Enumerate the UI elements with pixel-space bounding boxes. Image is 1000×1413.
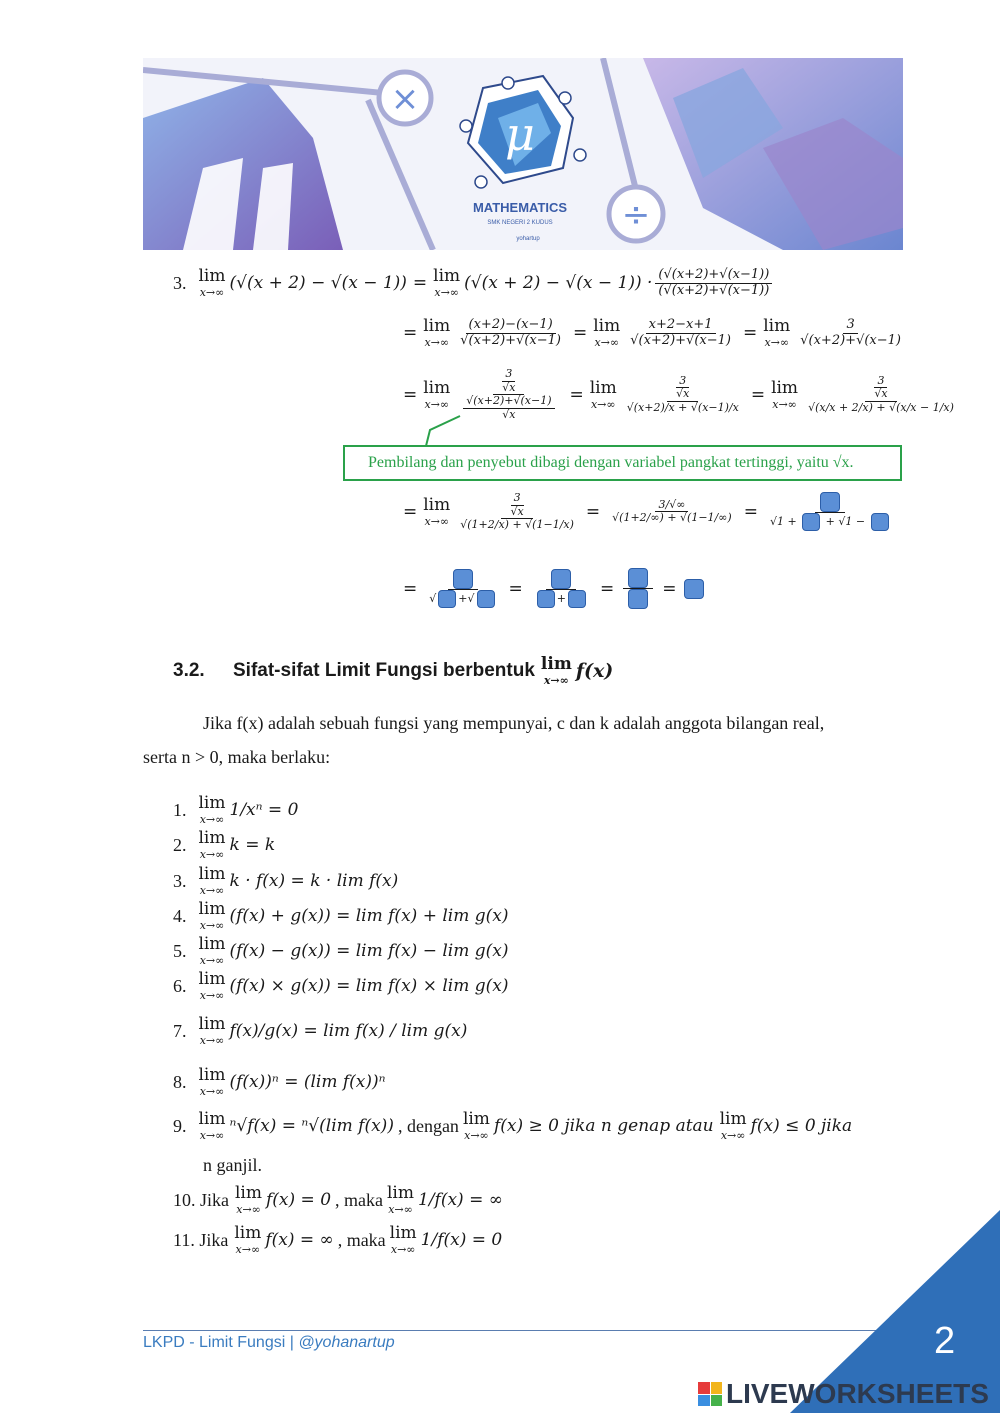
answer-box[interactable] — [551, 569, 571, 589]
conjugate-fraction: $\frac{(√(x+2)+√(x-1))}{(√(x+2)+√(x-1))}$ — [655, 268, 772, 299]
answer-box[interactable] — [628, 568, 648, 588]
answer-fraction-1: √1 + + √1 − — [767, 492, 894, 531]
property-9: 9. lim x→∞ ⁿ√f(x) = ⁿ√(lim f(x)) , dengan lim x→∞ f(x) ≥ 0 jika n genap atau lim x→∞ f(x) ≤ 0 jika — [173, 1109, 853, 1142]
answer-box[interactable] — [802, 513, 820, 531]
answer-box[interactable] — [477, 590, 495, 608]
example-line-2: = lim x→∞ $\frac{(x+2)-(x-1)}{√(x+2)+√(x-1)}$ = lim x→∞ $\frac{x+2-x+1}{√(x+2)+√(x-1)}$ = lim x→∞ $\frac{3}{√(x+2)+√(x-1)}$ — [403, 316, 901, 350]
answer-fraction-3: + — [532, 569, 591, 608]
property-3: 3. lim x→∞ k · f(x) = k · lim f(x) — [173, 864, 399, 897]
callout-connector — [424, 414, 464, 448]
property-6: 6. lim x→∞ (f(x) × g(x)) = lim f(x) × lim g(x) — [173, 969, 509, 1002]
footer-handle: @yohanartup — [298, 1334, 395, 1351]
callout-text: Pembilang dan penyebut dibagi dengan variabel pangkat tertinggi, yaitu √x. — [368, 454, 854, 471]
divide-icon: ÷ — [621, 195, 651, 235]
section-number: 3.2. — [173, 660, 205, 681]
logo-subtitle: SMK NEGERI 2 KUDUS — [487, 220, 553, 226]
answer-fraction-4 — [623, 568, 653, 609]
footer-divider — [143, 1330, 903, 1331]
times-icon: × — [390, 79, 420, 119]
example-number: 3. — [173, 272, 187, 293]
callout-note — [343, 445, 902, 481]
property-4: 4. lim x→∞ (f(x) + g(x)) = lim f(x) + lim g(x) — [173, 899, 509, 932]
answer-box[interactable] — [628, 589, 648, 609]
section-title-math: f(x) — [575, 660, 614, 682]
page-number: 2 — [934, 1320, 956, 1362]
property-9-cont: n ganjil. — [203, 1155, 262, 1175]
section-heading: 3.2. Sifat-sifat Limit Fungsi berbentuk lim x→∞ f(x) — [173, 654, 614, 687]
property-7: 7. lim x→∞ f(x)/g(x) = lim f(x) / lim g(x) — [173, 1014, 468, 1047]
answer-box[interactable] — [453, 569, 473, 589]
property-11: 11. Jika lim x→∞ f(x) = ∞ , maka lim x→∞ 1/f(x) = 0 — [173, 1223, 503, 1256]
example-line-5: = √ +√ = + = = — [403, 568, 706, 609]
liveworksheets-icon — [698, 1382, 722, 1406]
answer-fraction-2: √ +√ — [426, 569, 499, 608]
answer-box[interactable] — [871, 513, 889, 531]
answer-box[interactable] — [820, 492, 840, 512]
property-2: 2. lim x→∞ k = k — [173, 828, 276, 861]
logo-author: yohartup — [516, 236, 540, 242]
example-line-4: = lim x→∞ $\frac{\frac{3}{√x}}{√(1+2/x) + √(1-1/x)}$ = $\frac{3/√\infty}{√(1+2/\infty) + √(1-1/\infty)}$ = √1 + + √1 − — [403, 492, 897, 532]
answer-box[interactable] — [684, 579, 704, 599]
property-1: 1. lim x→∞ 1/xⁿ = 0 — [173, 793, 299, 826]
answer-box[interactable] — [568, 590, 586, 608]
example-line-3: = lim x→∞ $\frac{\frac{3}{√x}}{\frac{√(x+2)+√(x-1)}{√x}}$ = lim x→∞ $\frac{\frac{3}{√x}}{√(x+2)/x + √(x-1)/x}$ = lim x→∞ $\frac{\frac{3}{√x}}{√(x/x + 2/x) + √(x/x - 1/x)}$ — [403, 367, 954, 421]
example-lhs: (√(x + 2) − √(x − 1)) — [229, 273, 407, 294]
header-banner — [143, 58, 903, 250]
footer-label: LKPD - Limit Fungsi | @yohanartup — [143, 1334, 395, 1351]
intro-line-2: serta n > 0, maka berlaku: — [143, 747, 331, 767]
section-title: Sifat-sifat Limit Fungsi berbentuk — [233, 660, 535, 681]
mu-symbol: μ — [505, 107, 535, 161]
property-10: 10. Jika lim x→∞ f(x) = 0 , maka lim x→∞ 1/f(x) = ∞ — [173, 1183, 503, 1216]
property-5: 5. lim x→∞ (f(x) − g(x)) = lim f(x) − lim g(x) — [173, 934, 509, 967]
property-8: 8. lim x→∞ (f(x))ⁿ = (lim f(x))ⁿ — [173, 1065, 386, 1098]
intro-line-1: Jika f(x) adalah sebuah fungsi yang mempunyai, c dan k adalah anggota bilangan real, — [203, 713, 825, 733]
liveworksheets-logo: LIVEWORKSHEETS — [698, 1378, 989, 1410]
banner-art — [143, 58, 903, 250]
example-line-1: 3. lim x→∞ (√(x + 2) − √(x − 1)) = lim x→∞ (√(x + 2) − √(x − 1)) · $\frac{(√(x+2)+√(x-1))}{(√(x+2)+√(x-1))}$ — [173, 268, 775, 299]
example-rhs: (√(x + 2) − √(x − 1)) · — [464, 273, 653, 294]
answer-box[interactable] — [438, 590, 456, 608]
logo-title: MATHEMATICS — [472, 200, 568, 215]
answer-box[interactable] — [537, 590, 555, 608]
